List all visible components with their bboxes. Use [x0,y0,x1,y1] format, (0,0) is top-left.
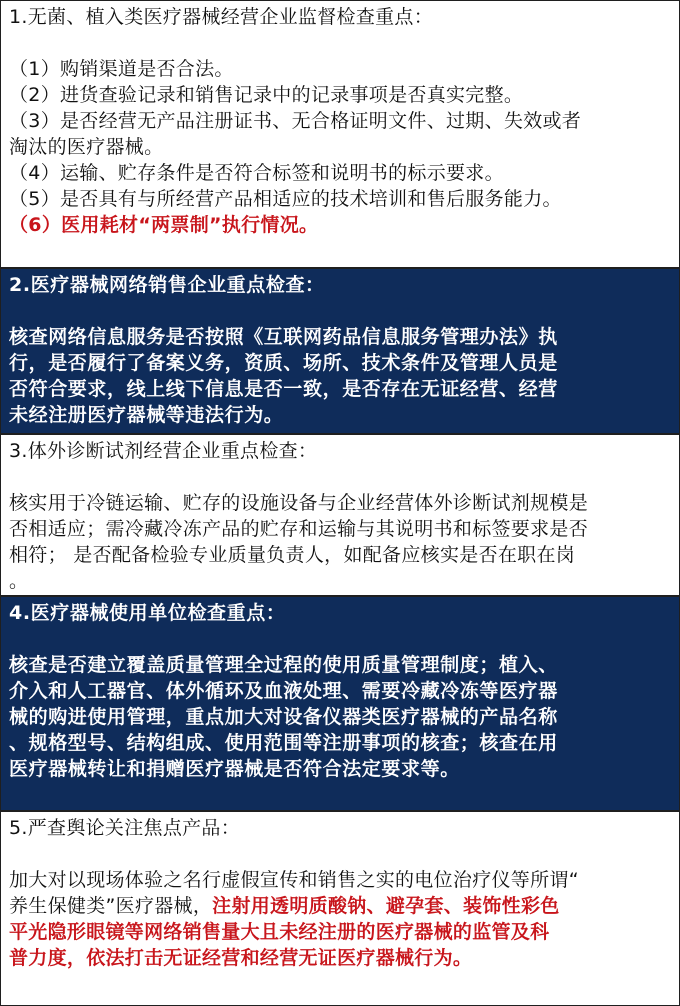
body-line: 、规格型号、结构组成、使用范围等注册事项的核查；核查在用 [9,732,558,754]
section-sterile-implant [0,0,680,268]
section-public-concern [0,811,680,1006]
list-item: （2）进货查验记录和销售记录中的记录事项是否真实完整。 [9,84,524,106]
body-line: 介入和人工器官、体外循环及血液处理、需要冷藏冷冻等医疗器 [9,680,558,702]
section-title: 1.无菌、植入类医疗器械经营企业监督检查重点： [9,6,434,28]
highlight-text: 注射用透明质酸钠、避孕套、装饰性彩色 [212,895,560,917]
section-title: 4.医疗器械使用单位检查重点： [9,602,286,624]
body-line: 相符； 是否配备检验专业质量负责人，如配备应核实是否在职在岗 [9,544,576,566]
body-line: 行，是否履行了备案义务，资质、场所、技术条件及管理人员是 [9,352,558,374]
body-line: 核查是否建立覆盖质量管理全过程的使用质量管理制度；植入、 [9,654,558,676]
highlight-text: 普力度，依法打击无证经营和经营无证医疗器械行为。 [9,947,473,969]
body-line: 未经注册医疗器械等违法行为。 [9,404,284,426]
body-line: 核实用于冷链运输、贮存的设施设备与企业经营体外诊断试剂规模是 [9,492,589,514]
list-item: 淘汰的医疗器械。 [9,136,164,158]
body-line: 医疗器械转让和捐赠医疗器械是否符合法定要求等。 [9,758,460,780]
body-text: 养生保健类”医疗器械， [9,895,213,917]
section-user-units [0,596,680,811]
list-item: （4）运输、贮存条件是否符合标签和说明书的标示要求。 [9,162,504,184]
highlight-text: 平光隐形眼镜等网络销售量大且未经注册的医疗器械的监管及科 [9,921,550,943]
list-item: （1）购销渠道是否合法。 [9,58,234,80]
body-line: 否相适应；需冷藏冷冻产品的贮存和运输与其说明书和标签要求是否 [9,518,589,540]
list-item: （5）是否具有与所经营产品相适应的技术培训和售后服务能力。 [9,188,562,210]
list-item: （3）是否经营无产品注册证书、无合格证明文件、过期、失效或者 [9,110,582,132]
body-line: 械的购进使用管理，重点加大对设备仪器类医疗器械的产品名称 [9,706,558,728]
section-title: 2.医疗器械网络销售企业重点检查： [9,274,325,296]
section-ivd-reagents [0,434,680,596]
section-online-sales [0,268,680,434]
body-line: 。 [9,570,29,592]
body-line: 加大对以现场体验之名行虚假宣传和销售之实的电位治疗仪等所谓“ [9,869,579,891]
section-title: 3.体外诊断试剂经营企业重点检查： [9,440,318,462]
section-title: 5.严查舆论关注焦点产品： [9,817,241,839]
body-line: 否符合要求，线上线下信息是否一致，是否存在无证经营、经营 [9,378,558,400]
body-line-mixed [9,893,671,919]
body-line: 核查网络信息服务是否按照《互联网药品信息服务管理办法》执 [9,326,558,348]
highlight-item: （6）医用耗材“两票制”执行情况。 [9,214,319,236]
